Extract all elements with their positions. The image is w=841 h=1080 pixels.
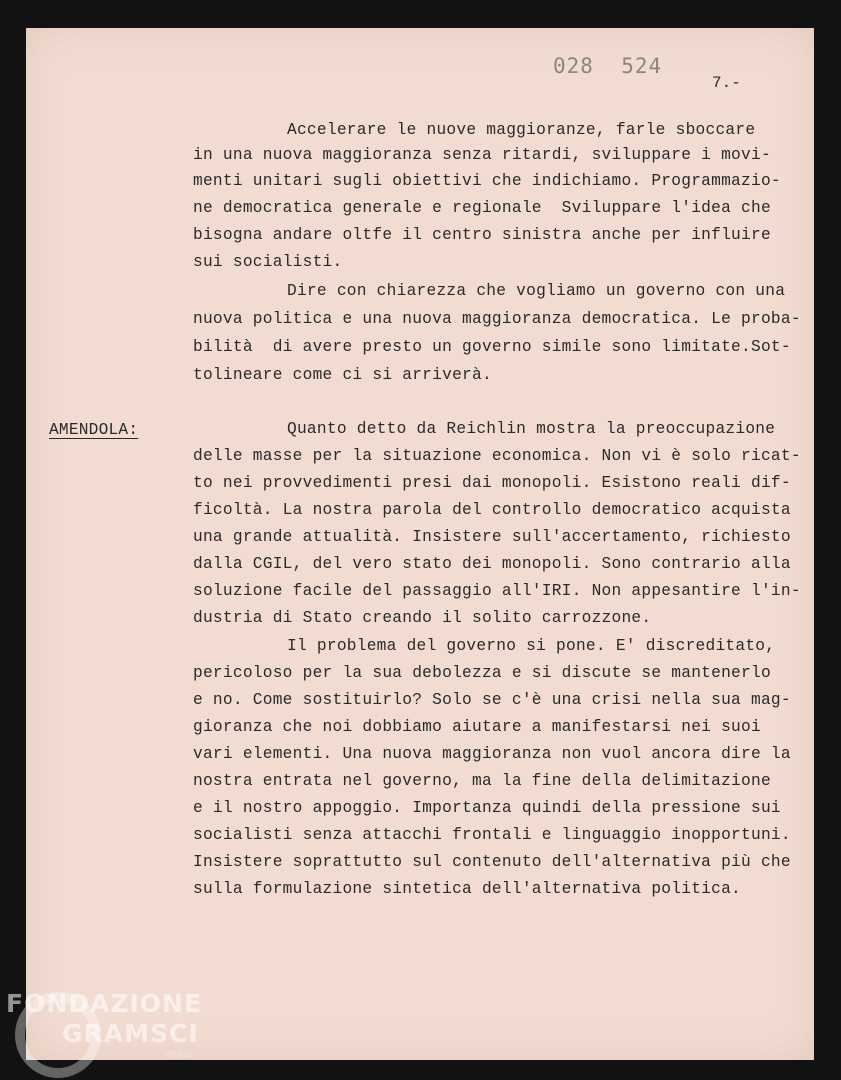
text-line: sulla formulazione sintetica dell'alternativa politica. bbox=[193, 880, 742, 898]
text-line: Quanto detto da Reichlin mostra la preoccupazione bbox=[287, 420, 776, 438]
page-number: 7.- bbox=[712, 74, 741, 92]
watermark-line-1: FONDAZIONE bbox=[6, 989, 203, 1018]
text-line: una grande attualità. Insistere sull'accertamento, richiesto bbox=[193, 528, 791, 546]
text-line: Accelerare le nuove maggioranze, farle sboccare bbox=[287, 121, 756, 139]
text-line: bilità di avere presto un governo simile sono limitate.Sot- bbox=[193, 338, 791, 356]
text-line: in una nuova maggioranza senza ritardi, sviluppare i movi- bbox=[193, 146, 771, 164]
text-line: Il problema del governo si pone. E' discreditato, bbox=[287, 637, 776, 655]
text-line: gioranza che noi dobbiamo aiutare a manifestarsi nei suoi bbox=[193, 718, 761, 736]
text-line: tolineare come ci si arriverà. bbox=[193, 366, 492, 384]
text-line: Dire con chiarezza che vogliamo un governo con una bbox=[287, 282, 786, 300]
text-line: nostra entrata nel governo, ma la fine della delimitazione bbox=[193, 772, 771, 790]
text-line: sui socialisti. bbox=[193, 253, 343, 271]
text-line: e no. Come sostituirlo? Solo se c'è una crisi nella sua mag- bbox=[193, 691, 791, 709]
text-line: menti unitari sugli obiettivi che indichiamo. Programmazio- bbox=[193, 172, 781, 190]
text-line: ne democratica generale e regionale Sviluppare l'idea che bbox=[193, 199, 771, 217]
text-line: dalla CGIL, del vero stato dei monopoli. Sono contrario alla bbox=[193, 555, 791, 573]
text-line: socialisti senza attacchi frontali e linguaggio inopportuni. bbox=[193, 826, 791, 844]
text-line: dustria di Stato creando il solito carrozzone. bbox=[193, 609, 652, 627]
fondazione-gramsci-watermark bbox=[0, 985, 230, 1080]
archive-stamp-number: 028 524 bbox=[553, 54, 663, 78]
text-line: pericoloso per la sua debolezza e si discute se mantenerlo bbox=[193, 664, 771, 682]
text-line: to nei provvedimenti presi dai monopoli. Esistono reali dif- bbox=[193, 474, 791, 492]
text-line: Insistere soprattutto sul contenuto dell'alternativa più che bbox=[193, 853, 791, 871]
speaker-label: AMENDOLA: bbox=[49, 421, 139, 439]
text-line: e il nostro appoggio. Importanza quindi della pressione sui bbox=[193, 799, 781, 817]
text-line: vari elementi. Una nuova maggioranza non vuol ancora dire la bbox=[193, 745, 791, 763]
watermark-line-3: onlus bbox=[165, 1049, 192, 1060]
text-line: soluzione facile del passaggio all'IRI. Non appesantire l'in- bbox=[193, 582, 801, 600]
text-line: delle masse per la situazione economica. Non vi è solo ricat- bbox=[193, 447, 801, 465]
text-line: nuova politica e una nuova maggioranza democratica. Le proba- bbox=[193, 310, 801, 328]
text-line: ficoltà. La nostra parola del controllo democratico acquista bbox=[193, 501, 791, 519]
watermark-line-2: GRAMSCI bbox=[62, 1019, 199, 1048]
text-line: bisogna andare oltfe il centro sinistra anche per influire bbox=[193, 226, 771, 244]
